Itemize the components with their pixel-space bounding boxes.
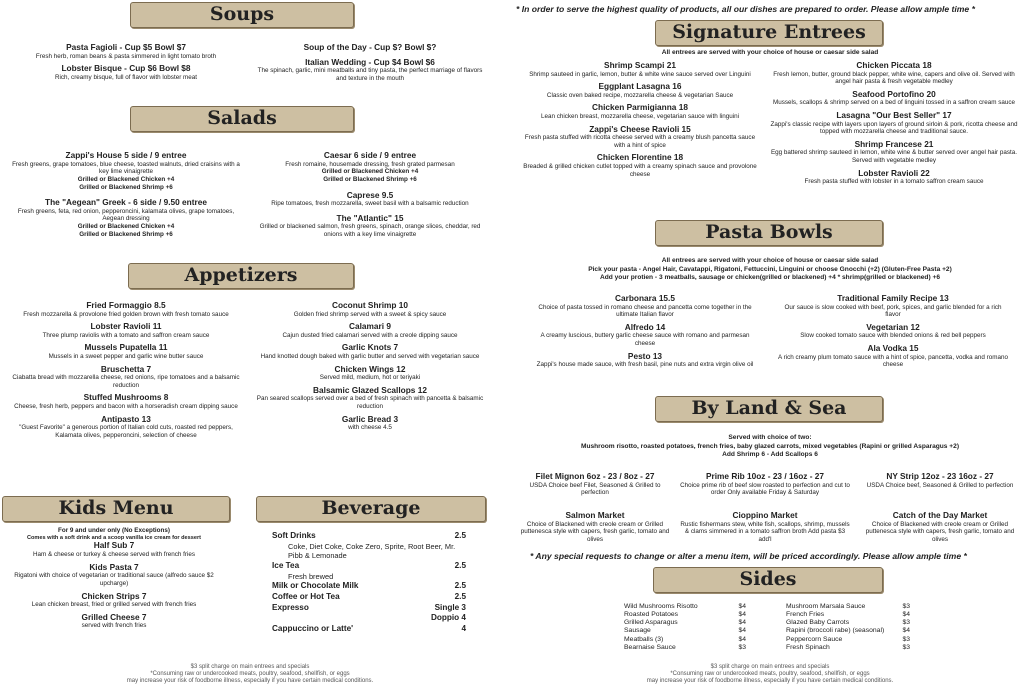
signature-banner: Signature Entrees	[655, 20, 883, 46]
menu-item: Carbonara 15.5 Choice of pasta tossed in romano cheese and pancetta come together in the ultimate Italian flavor	[538, 293, 752, 319]
top-note: * In order to serve the highest quality of products, all our dishes are prepared to order. Please allow ample time *	[516, 4, 975, 14]
beverage-row: Doppio 4	[430, 613, 466, 623]
salads-banner: Salads	[130, 106, 354, 132]
menu-item: Chicken Florentine 18 Breaded & grilled chicken cutlet topped with a creamy spinach sauce and provolone cheese	[523, 152, 757, 178]
menu-item: Salmon Market Choice of Blackened with creole cream or Grilled puttenesca style with capers, fresh garlic, tomato and olives	[520, 510, 670, 543]
soups-right	[254, 43, 486, 86]
pasta-left	[530, 294, 760, 373]
left-footer: $3 split charge on main entrees and specials *Consuming raw or undercooked meats, poultry, seafood, shellfish, or eggs may increase your risk of foodborne illness, especially if you have certain medical conditions.	[126, 664, 374, 685]
menu-item: Caprese 9.5 Ripe tomatoes, fresh mozzarella, sweet basil with a balsamic reduction	[271, 189, 469, 208]
side-row: Mushroom Marsala Sauce $3	[786, 603, 910, 610]
beverage-banner: Beverage	[256, 496, 486, 522]
sides-right	[786, 603, 910, 652]
appetizers-right	[254, 301, 486, 436]
land-sea-banner: By Land & Sea	[655, 396, 883, 422]
side-row: Fresh Spinach $3	[786, 643, 910, 651]
appetizers-banner: Appetizers	[128, 263, 354, 289]
beverage-desc: Coke, Diet Coke, Coke Zero, Sprite, Root Beer, Mr. Pibb & Lemonade	[288, 541, 456, 561]
menu-item: Zappi's House 5 side / 9 entree Fresh greens, grape tomatoes, blue cheese, toasted walnuts, dried craisins with a key lime vinaigrette Grilled or Blackened Chicken +4 Grilled or Blackened Shrimp +6	[12, 150, 240, 191]
menu-item: Soup of the Day - Cup $? Bowl $?	[303, 42, 437, 52]
menu-item: Vegetarian 12 Slow cooked tomato sauce with blended onions & red bell peppers	[800, 321, 986, 340]
menu-item: Italian Wedding - Cup $4 Bowl $6 The spinach, garlic, mini meatballs and tiny pasta, the perfect marriage of flavors and texture in the mouth	[257, 56, 483, 82]
soups-left	[10, 43, 242, 85]
menu-item: Chicken Piccata 18 Fresh lemon, butter, ground black pepper, white wine, capers and olive oil. Served with angel hair pasta & fresh vegetable medley	[773, 60, 1015, 86]
menu-item: Shrimp Scampi 21 Shrimp sauteed in garlic, lemon, butter & white wine sauce served over Linguini	[529, 60, 751, 78]
pasta-banner: Pasta Bowls	[655, 220, 883, 246]
beverage-list	[272, 531, 466, 634]
land-sea-notes: Served with choice of two: Mushroom risotto, roasted potatoes, french fries, baby glazed carrots, mixed vegetables (Rapini or grilled Asparagus +2) Add Shrimp 6 - Add Scallops 6	[580, 434, 960, 459]
menu-item: Balsamic Glazed Scallops 12 Pan seared scallops served over a bed of fresh spinach with pancetta & balsamic reduction	[256, 384, 484, 411]
menu-item: Lasagna "Our Best Seller" 17 Zappi's classic recipe with layers upon layers of ground sirloin & pork, ricotta cheese and topped with mozzarella cheese and traditional sauce.	[770, 110, 1018, 136]
menu-item: Lobster Bisque - Cup $6 Bowl $8 Rich, creamy bisque, full of flavor with lobster meat	[54, 63, 198, 81]
soups-banner: Soups	[130, 2, 354, 28]
menu-item: Chicken Wings 12 Served mild, medium, hot or teriyaki	[319, 363, 421, 382]
side-row: Grilled Asparagus $4	[624, 619, 746, 627]
menu-item: The "Aegean" Greek - 6 side / 9.50 entree Fresh greens, feta, red onion, pepperoncini, kalamata olives, grape tomatoes, Aegean dressing Grilled or Blackened Chicken +4 Grilled or Blackened Shrimp +6	[17, 197, 235, 238]
menu-item: Bruschetta 7 Ciabatta bread with mozzarella cheese, red onions, ripe tomatoes and a balsamic reduction	[12, 363, 240, 389]
menu-item: Pasta Fagioli - Cup $5 Bowl $7 Fresh herb, roman beans & pasta simmered in light tomato broth	[35, 42, 217, 60]
menu-item: Half Sub 7 Ham & cheese or turkey & cheese served with french fries	[32, 540, 196, 559]
menu-item: Traditional Family Recipe 13 Our sauce is slow cooked with beef, pork, spices, and garlic blended for a rich flavor	[784, 293, 1002, 319]
menu-item: Chicken Strips 7 Lean chicken breast, fried or grilled served with french fries	[31, 590, 197, 609]
side-row: Sausage $4	[624, 627, 746, 635]
menu-item: Seafood Portofino 20 Mussels, scallops & shrimp served on a bed of linguini tossed in a saffron cream sauce	[772, 88, 1016, 107]
menu-item: Alfredo 14 A creamy luscious, buttery garlic cheese sauce with romano and parmesan cheese	[540, 321, 750, 348]
side-row: Glazed Baby Carrots $3	[786, 619, 910, 627]
pasta-right	[778, 294, 1008, 373]
menu-item: Filet Mignon 6oz - 23 / 8oz - 27 USDA Choice beef Filet, Seasoned & Grilled to perfection	[529, 471, 661, 497]
side-row: Roasted Potatoes $4	[624, 611, 746, 619]
menu-item: Mussels Pupatella 11 Mussels in a sweet pepper and garlic wine butter sauce	[48, 342, 204, 360]
side-row: Rapini (broccoli rabe) (seasonal) $4	[786, 627, 910, 635]
beverage-row: Cappuccino or Latte' 4	[272, 623, 466, 633]
menu-item: Stuffed Mushrooms 8 Cheese, fresh herb, peppers and bacon with a horseradish cream dipping sauce	[14, 392, 238, 411]
kids-note: Comes with a soft drink and a scoop vanilla ice cream for dessert	[26, 534, 202, 541]
menu-item: The "Atlantic" 15 Grilled or blackened salmon, fresh greens, spinach, orange slices, cheddar, red onions with a key lime vinaigrette	[259, 212, 481, 238]
pasta-notes: All entrees are served with your choice of house or caesar side salad Pick your pasta - Angel Hair, Cavatappi, Rigatoni, Fettuccini, Linguini or choose Gnocchi (+2) (Gluten-Free Pasta +2) Add your protien - 3 meatballs, sausage or chicken(grilled or blackened) +4 * shrimp(grilled or blackened) +6	[588, 257, 952, 282]
menu-item: Ala Vodka 15 A rich creamy plum tomato sauce with a hint of spice, pancetta, vodka and romano cheese	[778, 343, 1008, 369]
menu-item: Chicken Parmigianna 18 Lean chicken breast, mozzarella cheese, vegetarian sauce with linguini	[540, 102, 740, 120]
menu-item: Lobster Ravioli 11 Three plump raviolis with a tomato and saffron cream sauce	[42, 321, 210, 339]
menu-item: Kids Pasta 7 Rigatoni with choice of vegetarian or traditional sauce (alfredo sauce $2 upcharge)	[14, 561, 214, 587]
kids-menu	[4, 527, 224, 634]
salads-right	[254, 151, 486, 243]
menu-item: Grilled Cheese 7 served with french fries	[81, 611, 147, 630]
menu-item: Calamari 9 Cajun dusted fried calamari served with a creole dipping sauce	[282, 321, 458, 339]
menu-item: Eggplant Lasagna 16 Classic oven baked recipe, mozzarella cheese & vegetarian Sauce	[546, 81, 734, 99]
menu-item: Shrimp Francese 21 Egg battered shrimp sauteed in lemon, white wine & butter served over angel hair pasta. Served with vegetable medley	[770, 138, 1018, 165]
menu-item: Cioppino Market Rustic fishermans stew, white fish, scallops, shrimp, mussels & clams simmered in a tomato saffron broth Add pasta $3 add'l	[680, 510, 850, 543]
side-row: Meatballs (3) $4	[624, 635, 746, 643]
menu-item: Pesto 13 Zappi's house made sauce, with fresh basil, pine nuts and extra virgin olive oil	[536, 350, 754, 369]
menu-item: Coconut Shrimp 10 Golden fried shrimp served with a sweet & spicy sauce	[293, 300, 447, 318]
beverage-row: Expresso Single 3	[272, 602, 466, 612]
right-footer: $3 split charge on main entrees and specials *Consuming raw or undercooked meats, poultry, seafood, shellfish, or eggs may increase your risk of foodborne illness, especially if you have certain medical conditions.	[646, 664, 894, 685]
side-row: French Fries $4	[786, 611, 910, 619]
special-request-note: * Any special requests to change or alter a menu item, will be priced accordingly. Please allow ample time *	[530, 551, 967, 561]
menu-item: Caesar 6 side / 9 entree Fresh romaine, housemade dressing, fresh grated parmesan Grilled or Blackened Chicken +4 Grilled or Blackened Shrimp +6	[285, 150, 455, 183]
side-row: Bearnaise Sauce $3	[624, 643, 746, 651]
menu-item: Fried Formaggio 8.5 Fresh mozzarella & provolone fried golden brown with fresh tomato sauce	[23, 300, 229, 318]
sides-banner: Sides	[653, 567, 883, 593]
menu-item: NY Strip 12oz - 23 16oz - 27 USDA Choice beef, Seasoned & Grilled to perfection	[866, 471, 1014, 489]
beverage-row: Ice Tea 2.5	[272, 560, 466, 570]
beverage-row: Coffee or Hot Tea 2.5	[272, 591, 466, 601]
menu-item: Antipasto 13 "Guest Favorite" a generous portion of Italian cold cuts, roasted red peppers, Kalamata olives, pepperoncini, selection of cheese	[19, 413, 233, 439]
kids-note: For 9 and under only (No Exceptions)	[58, 527, 170, 534]
side-row: Wild Mushrooms Risotto $4	[624, 603, 746, 610]
menu-item: Prime Rib 10oz - 23 / 16oz - 27 Choice prime rib of beef slow roasted to perfection and cut to order Only available Friday & Saturday	[680, 471, 850, 497]
beverage-row: Soft Drinks 2.5	[272, 531, 466, 540]
menu-item: Garlic Bread 3 with cheese 4.5	[341, 413, 399, 432]
salads-left	[10, 151, 242, 242]
side-row: Peppercorn Sauce $3	[786, 635, 910, 643]
menu-item: Lobster Ravioli 22 Fresh pasta stuffed with lobster in a tomato saffron cream sauce	[804, 167, 984, 186]
signature-right	[770, 61, 1018, 190]
beverage-desc: Fresh brewed	[288, 571, 334, 581]
kids-banner: Kids Menu	[2, 496, 230, 522]
menu-item: Garlic Knots 7 Hand knotted dough baked with garlic butter and served with vegetarian sauce	[260, 342, 480, 360]
sides-left	[624, 603, 746, 652]
menu-item: Zappi's Cheese Ravioli 15 Fresh pasta stuffed with ricotta cheese served with a creamy blush pancetta sauce with a hint of spice	[524, 123, 756, 149]
appetizers-left	[10, 301, 242, 444]
signature-note: All entrees are served with your choice of house or caesar side salad	[661, 49, 879, 56]
signature-left	[520, 61, 760, 182]
menu-item: Catch of the Day Market Choice of Blackened with creole cream or Grilled puttenesca style with capers, fresh garlic, tomato and olives	[865, 510, 1015, 543]
beverage-row: Milk or Chocolate Milk 2.5	[272, 581, 466, 591]
